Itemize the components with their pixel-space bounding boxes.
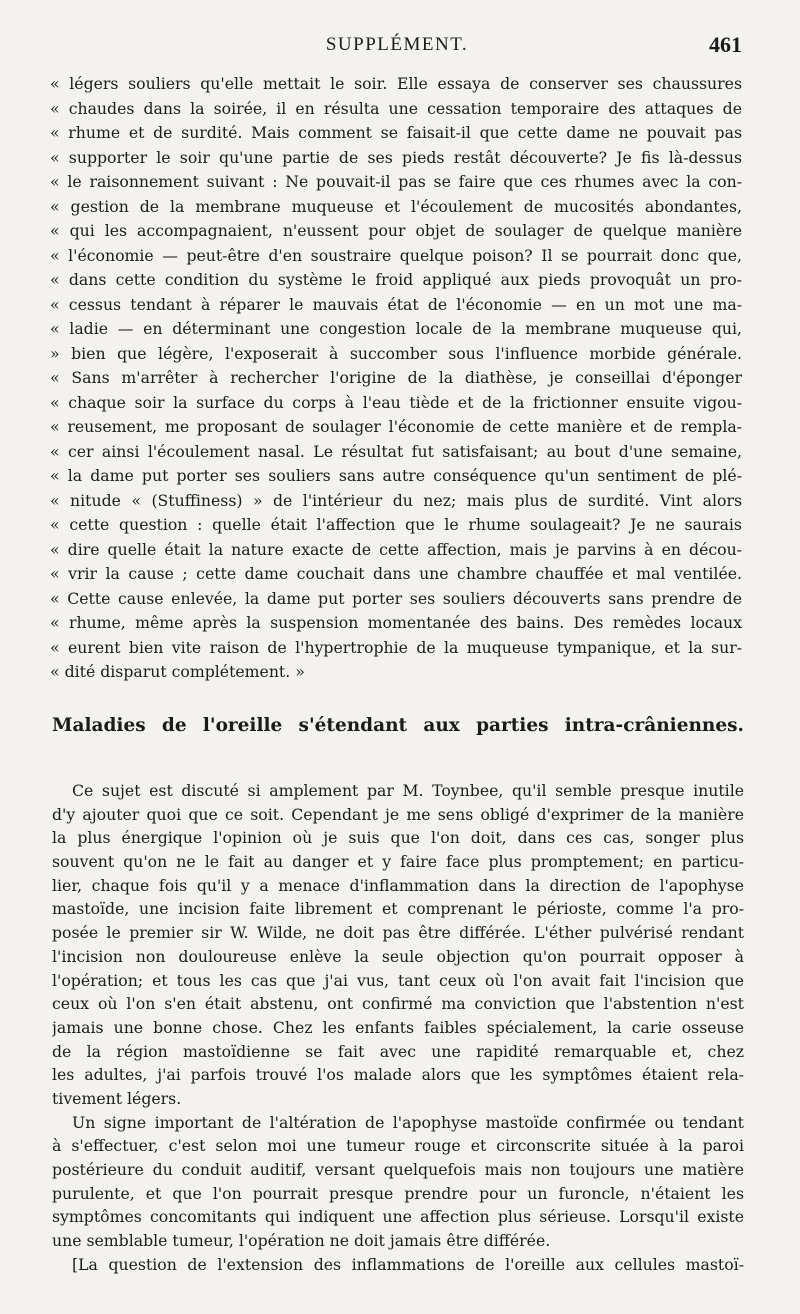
body-line: d'y ajouter quoi que ce soit. Cependant je me sens obligé d'exprimer de la manière: [52, 804, 744, 824]
section-heading: Maladies de l'oreille s'étendant aux parties intra-crâniennes.: [52, 715, 744, 736]
quote-line: « chaudes dans la soirée, il en résulta une cessation temporaire des attaques de: [50, 98, 742, 118]
running-header: [52, 30, 742, 64]
quote-line: « qui les accompagnaient, n'eussent pour objet de soulager de quelque manière: [50, 221, 742, 240]
quote-line: « cessus tendant à réparer le mauvais état de l'économie — en un mot une ma-: [50, 294, 742, 314]
body-line: posée le premier sir W. Wilde, ne doit pas être différée. L'éther pulvérisé rendant: [52, 923, 744, 943]
quote-line: « ladie — en déterminant une congestion locale de la membrane muqueuse qui,: [50, 319, 742, 338]
body-line: l'incision non douloureuse enlève la seule objection qu'on pourrait opposer à: [52, 946, 744, 966]
quote-line: « rhume, même après la suspension momentanée des bains. Des remèdes locaux: [50, 613, 742, 632]
quote-line: « la dame put porter ses souliers sans autre conséquence qu'un sentiment de plé-: [50, 466, 742, 485]
quote-line: « le raisonnement suivant : Ne pouvait-il pas se faire que ces rhumes avec la con-: [50, 172, 742, 191]
body-line: [La question de l'extension des inflammations de l'oreille aux cellules mastoï-: [72, 1254, 744, 1274]
quote-line: « vrir la cause ; cette dame couchait dans une chambre chauffée et mal ventilée.: [50, 564, 742, 583]
quote-line: « Sans m'arrêter à rechercher l'origine de la diathèse, je conseillai d'éponger: [50, 368, 742, 387]
quote-line: « dité disparut complétement. »: [50, 662, 305, 681]
quote-line: « l'économie — peut-être d'en soustraire quelque poison? Il se pourrait donc que,: [50, 245, 742, 265]
quote-line: « reusement, me proposant de soulager l'économie de cette manière et de rempla-: [50, 417, 742, 436]
quote-line: « gestion de la membrane muqueuse et l'écoulement de mucosités abondantes,: [50, 196, 742, 216]
running-title: SUPPLÉMENT.: [325, 34, 469, 55]
page-number: 461: [709, 32, 742, 57]
body-line: de la région mastoïdienne se fait avec une rapidité remarquable et, chez: [52, 1041, 744, 1061]
quote-line: « chaque soir la surface du corps à l'eau tiède et de la frictionner ensuite vigou-: [50, 392, 742, 412]
body-line: ceux où l'on s'en était abstenu, ont confirmé ma conviction que l'abstention n'est: [52, 994, 744, 1014]
quote-line: « eurent bien vite raison de l'hypertrophie de la muqueuse tympanique, et la sur-: [50, 637, 742, 657]
quote-line: « cer ainsi l'écoulement nasal. Le résultat fut satisfaisant; au bout d'une semaine,: [50, 441, 742, 461]
body-text: [52, 779, 744, 1276]
quote-line: « cette question : quelle était l'affection que le rhume soulageait? Je ne saurais: [50, 515, 742, 534]
body-line: Ce sujet est discuté si amplement par M. Toynbee, qu'il semble presque inutile: [72, 781, 744, 800]
quote-line: « rhume et de surdité. Mais comment se faisait-il que cette dame ne pouvait pas: [50, 123, 742, 142]
body-line: une semblable tumeur, l'opération ne doit jamais être différée.: [52, 1231, 551, 1251]
body-line: tivement légers.: [52, 1088, 182, 1108]
body-line: purulente, et que l'on pourrait presque prendre pour un furoncle, n'étaient les: [52, 1183, 744, 1203]
body-line: mastoïde, une incision faite librement et comprenant le périoste, comme l'a pro-: [52, 899, 744, 919]
body-line: Un signe important de l'altération de l'apophyse mastoïde confirmée ou tendant: [72, 1112, 744, 1132]
quote-line: « dans cette condition du système le froid appliqué aux pieds provoquât un pro-: [50, 270, 742, 289]
quote-line: « légers souliers qu'elle mettait le soir. Elle essaya de conserver ses chaussures: [50, 74, 742, 93]
body-line: symptômes concomitants qui indiquent une affection plus sérieuse. Lorsqu'il existe: [52, 1207, 744, 1227]
body-line: jamais une bonne chose. Chez les enfants faibles spécialement, la carie osseuse: [52, 1017, 744, 1037]
quoted-passage: [50, 72, 742, 685]
body-line: souvent qu'on ne le fait au danger et y faire face plus promptement; en particu-: [52, 852, 744, 872]
quote-line: « Cette cause enlevée, la dame put porter ses souliers découverts sans prendre de: [50, 588, 742, 608]
body-line: postérieure du conduit auditif, versant quelquefois mais non toujours une matière: [52, 1160, 744, 1179]
quote-line: « nitude « (Stuffiness) » de l'intérieur du nez; mais plus de surdité. Vint alors: [50, 490, 742, 510]
body-line: la plus énergique l'opinion où je suis que l'on doit, dans ces cas, songer plus: [52, 828, 744, 848]
quote-line: » bien que légère, l'exposerait à succomber sous l'influence morbide générale.: [50, 343, 742, 363]
body-line: lier, chaque fois qu'il y a menace d'inflammation dans la direction de l'apophyse: [52, 875, 744, 895]
body-line: à s'effectuer, c'est selon moi une tumeur rouge et circonscrite située à la paroi: [52, 1136, 744, 1156]
body-line: l'opération; et tous les cas que j'ai vus, tant ceux où l'on avait fait l'incision que: [52, 970, 744, 990]
quote-line: « supporter le soir qu'une partie de ses pieds restât découverte? Je fis là-dessus: [50, 147, 742, 167]
body-line: les adultes, j'ai parfois trouvé l'os malade alors que les symptômes étaient rela-: [52, 1065, 744, 1085]
quote-line: « dire quelle était la nature exacte de cette affection, mais je parvins à en décou-: [50, 539, 742, 559]
